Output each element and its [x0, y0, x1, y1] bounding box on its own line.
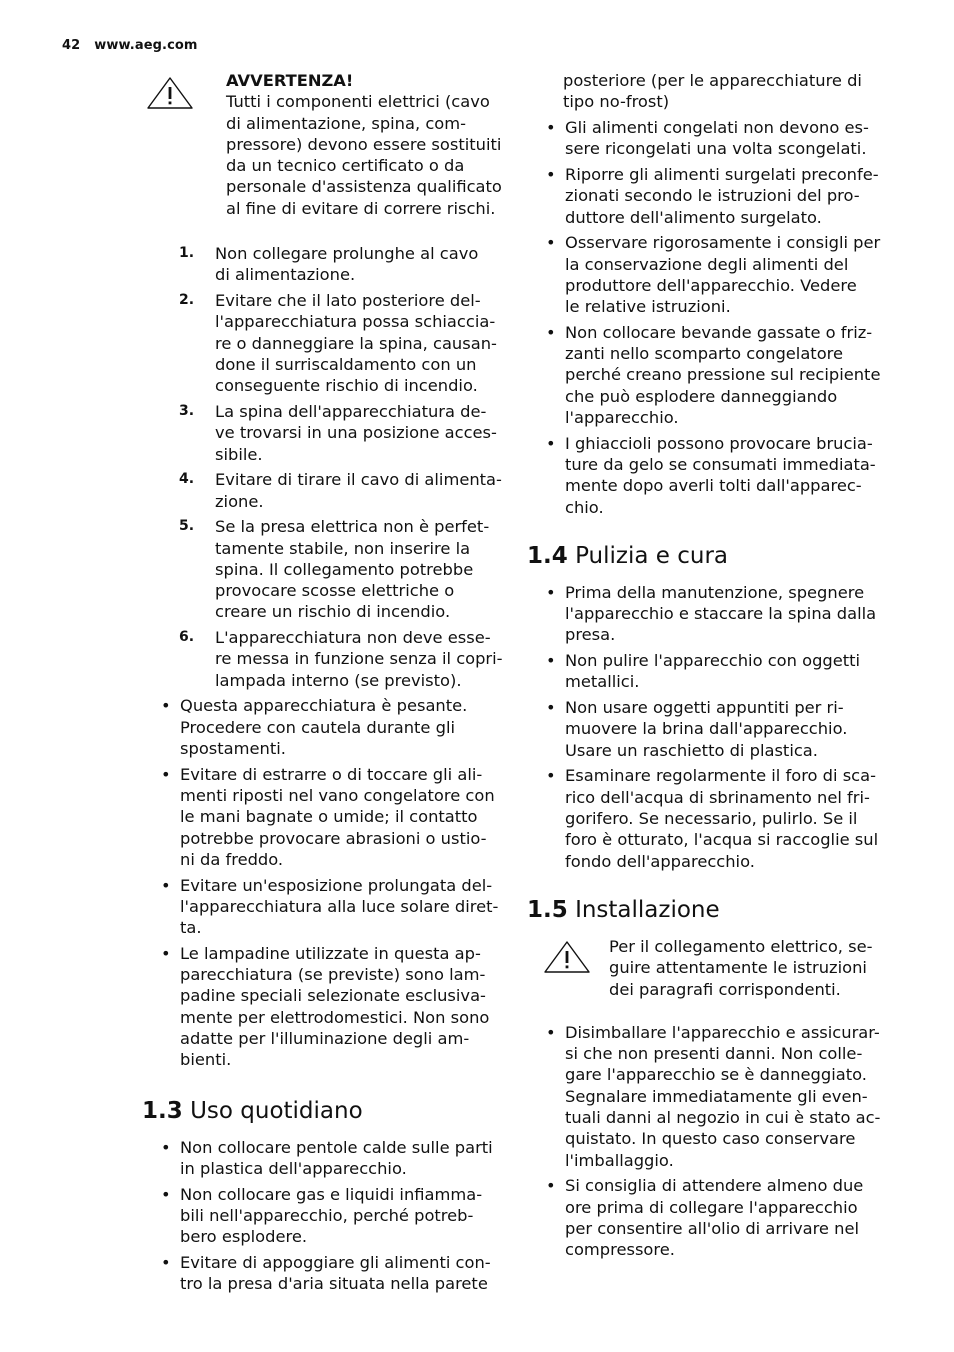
right-column	[527, 70, 903, 1265]
site-url[interactable]: www.aeg.com	[94, 38, 198, 53]
item-line: Non collocare pentole calde sulle parti	[180, 1137, 493, 1157]
bullet-icon: •	[546, 233, 556, 253]
item-line: bienti.	[180, 1050, 232, 1070]
list-item	[527, 1175, 903, 1260]
warning-title: AVVERTENZA!	[226, 71, 354, 90]
item-line: conseguente rischio di incendio.	[215, 376, 478, 396]
item-line: muovere la brina dall'apparecchio.	[565, 719, 848, 739]
item-line: ni da freddo.	[180, 849, 284, 869]
numbered-item	[142, 627, 522, 691]
warning-line: guire attentamente le istruzioni	[609, 958, 867, 978]
item-line: Non pulire l'apparecchio con oggetti	[565, 651, 861, 671]
item-line: sere ricongelati una volta scongelati.	[565, 139, 867, 159]
bullet-list	[142, 1137, 522, 1295]
item-line: quistato. In questo caso conservare	[565, 1129, 856, 1149]
item-line: Evitare di estrarre o di toccare gli ali-	[180, 764, 483, 784]
item-line: Non usare oggetti appuntiti per ri-	[565, 698, 844, 718]
item-line: presa.	[565, 625, 616, 645]
list-item	[527, 697, 903, 761]
bullet-icon: •	[161, 1137, 171, 1157]
item-line: Non collocare bevande gassate o friz-	[565, 322, 873, 342]
item-line: tamente stabile, non inserire la	[215, 538, 471, 558]
item-line: creare un rischio di incendio.	[215, 602, 451, 622]
section-title: Installazione	[575, 896, 720, 923]
item-line: la conservazione degli alimenti del	[565, 254, 849, 274]
list-item	[142, 1252, 522, 1295]
item-line: Evitare un'esposizione prolungata del-	[180, 875, 493, 895]
item-line: ture da gelo se consumati immediata-	[565, 455, 876, 474]
list-item	[527, 765, 903, 871]
warning-line: pressore) devono essere sostituiti	[226, 134, 502, 154]
item-line: Procedere con cautela durante gli	[180, 717, 456, 737]
item-line: metallici.	[565, 672, 640, 692]
list-item	[527, 322, 903, 428]
warning-line: Per il collegamento elettrico, se-	[609, 936, 873, 956]
item-line: Riporre gli alimenti surgelati preconfe-	[565, 164, 879, 184]
bullet-list	[142, 695, 522, 1070]
warning-line: dei paragrafi corrispondenti.	[609, 979, 841, 999]
item-line: lampada interno (se previsto).	[215, 670, 462, 690]
installation-warning	[527, 936, 903, 1000]
bullet-icon: •	[546, 698, 556, 718]
item-line: ta.	[180, 918, 202, 938]
list-item	[527, 1022, 903, 1171]
list-item	[527, 117, 903, 160]
item-line: tipo no-frost)	[563, 92, 670, 112]
warning-triangle-icon	[146, 76, 194, 110]
item-line: l'apparecchio.	[565, 408, 679, 428]
bullet-icon: •	[546, 766, 556, 786]
section-number: 1.4	[527, 542, 568, 569]
item-line: gorifero. Se necessario, pulirlo. Se il	[565, 809, 858, 829]
bullet-icon: •	[546, 164, 556, 184]
item-line: l'imballaggio.	[565, 1150, 674, 1170]
item-line: ore prima di collegare l'apparecchio	[565, 1197, 858, 1217]
warning-text	[609, 936, 903, 1000]
list-item	[142, 875, 522, 939]
list-item	[527, 232, 903, 317]
item-number: 2.	[179, 292, 195, 309]
bullet-icon: •	[546, 1022, 556, 1042]
item-line: Prima della manutenzione, spegnere	[565, 582, 865, 602]
item-line: posteriore (per le apparecchiature di	[563, 71, 862, 90]
bullet-icon: •	[161, 1252, 171, 1272]
item-line: re o danneggiare la spina, causan-	[215, 333, 497, 353]
item-line: si che non presenti danni. Non colle-	[565, 1044, 863, 1064]
item-line: I ghiaccioli possono provocare brucia-	[565, 433, 873, 453]
warning-block	[142, 70, 522, 219]
item-number: 1.	[179, 245, 195, 262]
item-line: rico dell'acqua di sbrinamento nel fri-	[565, 787, 870, 807]
item-line: parecchiatura (se previste) sono lam-	[180, 965, 486, 985]
item-line: chio.	[565, 497, 604, 517]
item-line: tuali danni al negozio in cui è stato ac-	[565, 1108, 881, 1127]
warning-line: da un tecnico certificato o da	[226, 156, 465, 176]
item-number: 5.	[179, 518, 195, 535]
item-line: gare l'apparecchio se è danneggiato.	[565, 1065, 867, 1085]
list-item	[142, 1184, 522, 1248]
section-number: 1.5	[527, 896, 568, 923]
item-line: tro la presa d'aria situata nella parete	[180, 1274, 488, 1294]
page-number: 42	[62, 38, 81, 53]
section-title: Uso quotidiano	[190, 1097, 363, 1124]
numbered-item	[142, 290, 522, 396]
bullet-icon: •	[161, 875, 171, 895]
item-line: bili nell'apparecchio, perché potreb-	[180, 1205, 474, 1225]
item-line: mente per elettrodomestici. Non sono	[180, 1007, 490, 1027]
bullet-icon: •	[546, 651, 556, 671]
item-line: zanti nello scomparto congelatore	[565, 344, 844, 364]
item-line: Non collocare gas e liquidi infiamma-	[180, 1184, 483, 1204]
warning-line: di alimentazione, spina, com-	[226, 113, 466, 133]
item-line: l'apparecchio e staccare la spina dalla	[565, 604, 877, 624]
warning-line: Tutti i componenti elettrici (cavo	[226, 92, 490, 112]
item-line: Gli alimenti congelati non devono es-	[565, 117, 869, 137]
bullet-icon: •	[161, 764, 171, 784]
item-line: compressore.	[565, 1240, 675, 1260]
item-line: in plastica dell'apparecchio.	[180, 1158, 407, 1178]
item-line: L'apparecchiatura non deve esse-	[215, 628, 491, 648]
item-line: fondo dell'apparecchio.	[565, 851, 755, 871]
item-line: zione.	[215, 491, 264, 511]
item-line: provocare scosse elettriche o	[215, 581, 455, 601]
warning-triangle-icon	[543, 940, 591, 974]
item-line: bero esplodere.	[180, 1227, 308, 1247]
item-line: sibile.	[215, 444, 263, 464]
section-heading-1-5	[527, 896, 903, 924]
bullet-icon: •	[161, 943, 171, 963]
list-item	[142, 1137, 522, 1180]
list-item	[527, 433, 903, 518]
item-number: 3.	[179, 402, 195, 419]
item-line: l'apparecchiatura alla luce solare diret-	[180, 896, 499, 916]
continuation-text	[527, 70, 903, 113]
bullet-icon: •	[546, 117, 556, 137]
left-column	[142, 70, 522, 1299]
bullet-list	[527, 117, 903, 518]
item-line: le mani bagnate o umide; il contatto	[180, 807, 478, 827]
item-line: Usare un raschietto di plastica.	[565, 740, 818, 760]
bullet-icon: •	[546, 433, 556, 453]
item-number: 4.	[179, 471, 195, 488]
item-line: zionati secondo le istruzioni del pro-	[565, 186, 860, 206]
numbered-item	[142, 516, 522, 622]
list-item	[527, 582, 903, 646]
list-item	[142, 695, 522, 759]
item-number: 6.	[179, 629, 195, 646]
item-line: le relative istruzioni.	[565, 297, 731, 317]
item-line: Evitare di tirare il cavo di alimenta-	[215, 470, 502, 490]
item-line: Esaminare regolarmente il foro di sca-	[565, 766, 876, 786]
item-line: Segnalare immediatamente gli even-	[565, 1086, 868, 1106]
item-line: done il surriscaldamento con un	[215, 354, 477, 374]
item-line: padine speciali selezionate esclusiva-	[180, 986, 486, 1006]
list-item	[527, 650, 903, 693]
warning-text	[226, 70, 522, 219]
page-header	[62, 38, 198, 53]
item-line: che può esplodere danneggiando	[565, 386, 838, 406]
item-line: Non collegare prolunghe al cavo	[215, 244, 479, 264]
bullet-list	[527, 1022, 903, 1261]
item-line: menti riposti nel vano congelatore con	[180, 785, 495, 805]
item-line: per consentire all'olio di arrivare nel	[565, 1218, 859, 1238]
item-line: La spina dell'apparecchiatura de-	[215, 401, 487, 421]
item-line: Questa apparecchiatura è pesante.	[180, 696, 468, 716]
list-item	[527, 164, 903, 228]
section-title: Pulizia e cura	[575, 542, 728, 569]
item-line: spostamenti.	[180, 738, 286, 758]
item-line: Si consiglia di attendere almeno due	[565, 1176, 864, 1196]
item-line: Se la presa elettrica non è perfet-	[215, 517, 490, 537]
item-line: Osservare rigorosamente i consigli per	[565, 233, 881, 253]
item-line: Le lampadine utilizzate in questa ap-	[180, 943, 481, 963]
bullet-icon: •	[546, 582, 556, 602]
item-line: di alimentazione.	[215, 265, 356, 285]
list-item	[142, 764, 522, 870]
section-number: 1.3	[142, 1097, 183, 1124]
item-line: Evitare che il lato posteriore del-	[215, 291, 481, 311]
item-line: Evitare di appoggiare gli alimenti con-	[180, 1252, 491, 1272]
bullet-icon: •	[546, 1176, 556, 1196]
numbered-item	[142, 401, 522, 465]
numbered-item	[142, 243, 522, 286]
bullet-icon: •	[161, 696, 171, 716]
numbered-list	[142, 243, 522, 691]
item-line: perché creano pressione sul recipiente	[565, 365, 881, 385]
item-line: potrebbe provocare abrasioni o ustio-	[180, 828, 487, 848]
list-item	[142, 943, 522, 1071]
warning-line: personale d'assistenza qualificato	[226, 177, 502, 197]
section-heading-1-4	[527, 542, 903, 570]
bullet-icon: •	[546, 322, 556, 342]
item-line: ve trovarsi in una posizione acces-	[215, 423, 497, 443]
item-line: Disimballare l'apparecchio e assicurar-	[565, 1022, 880, 1042]
item-line: l'apparecchiatura possa schiaccia-	[215, 312, 496, 332]
item-line: adatte per l'illuminazione degli am-	[180, 1028, 470, 1048]
bullet-list	[527, 582, 903, 872]
section-heading-1-3	[142, 1097, 522, 1125]
item-line: re messa in funzione senza il copri-	[215, 649, 503, 669]
item-line: foro è otturato, l'acqua si raccoglie sul	[565, 830, 879, 850]
item-line: mente dopo averli tolti dall'apparec-	[565, 476, 862, 496]
item-line: spina. Il collegamento potrebbe	[215, 559, 474, 579]
item-line: duttore dell'alimento surgelato.	[565, 207, 822, 227]
numbered-item	[142, 469, 522, 512]
bullet-icon: •	[161, 1184, 171, 1204]
warning-line: al fine di evitare di correre rischi.	[226, 198, 496, 218]
item-line: produttore dell'apparecchio. Vedere	[565, 275, 857, 295]
